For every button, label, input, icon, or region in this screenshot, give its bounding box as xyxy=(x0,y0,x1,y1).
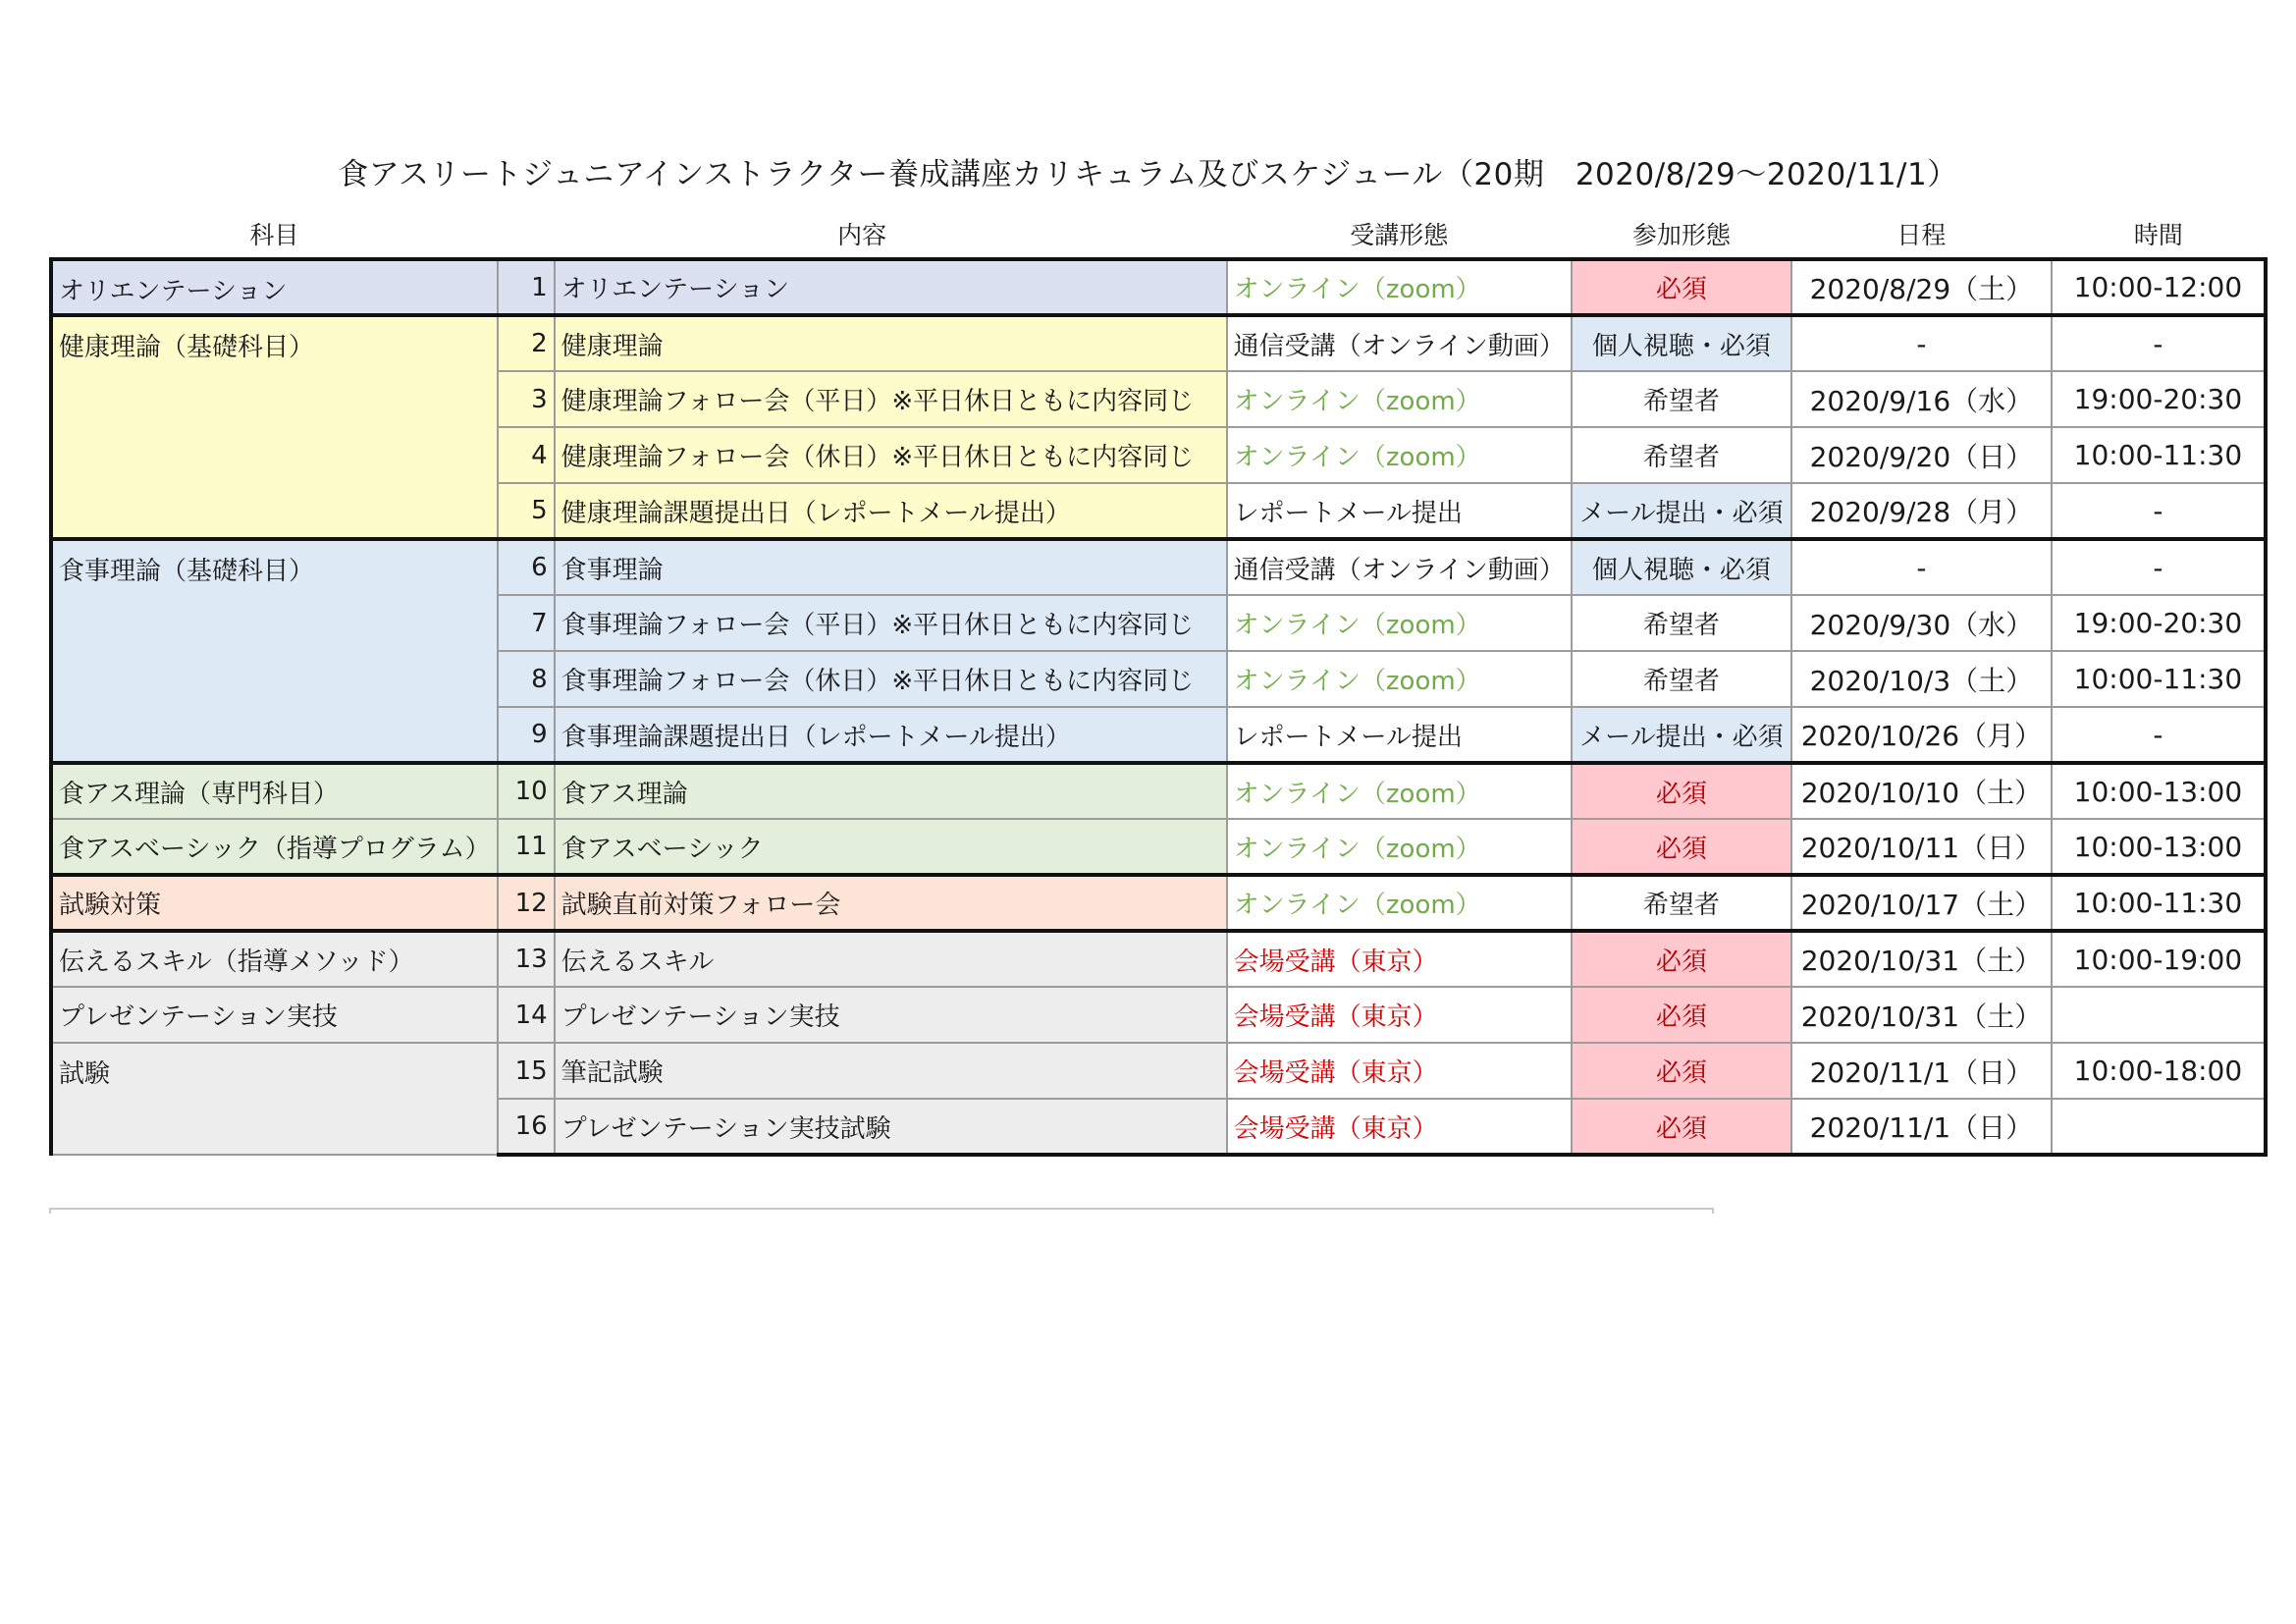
method-cell: オンライン（zoom） xyxy=(1227,875,1572,931)
participation-cell: 必須 xyxy=(1572,259,1791,315)
date-cell: 2020/10/10（土） xyxy=(1791,763,2052,819)
table-row xyxy=(51,931,2266,987)
participation-cell: 必須 xyxy=(1572,1099,1791,1155)
header-time: 時間 xyxy=(2133,221,2183,249)
method-cell: オンライン（zoom） xyxy=(1227,259,1572,315)
row-number: 14 xyxy=(498,987,555,1043)
header-row xyxy=(51,210,2266,259)
time-cell xyxy=(2052,987,2266,1043)
subject-cell: 試験 xyxy=(51,1043,498,1155)
date-cell: 2020/10/17（土） xyxy=(1791,875,2052,931)
row-number: 1 xyxy=(498,259,555,315)
participation-cell: 必須 xyxy=(1572,987,1791,1043)
content-cell: 伝えるスキル xyxy=(555,931,1227,987)
method-cell: 会場受講（東京） xyxy=(1227,1099,1572,1155)
row-number: 15 xyxy=(498,1043,555,1099)
table-row xyxy=(51,819,2266,875)
curriculum-table xyxy=(49,210,2268,1157)
date-cell: 2020/8/29（土） xyxy=(1791,259,2052,315)
row-number: 16 xyxy=(498,1099,555,1155)
row-number: 12 xyxy=(498,875,555,931)
method-cell: 会場受講（東京） xyxy=(1227,931,1572,987)
subject-cell: 試験対策 xyxy=(51,875,498,931)
participation-cell: 必須 xyxy=(1572,931,1791,987)
date-cell: 2020/10/3（土） xyxy=(1791,651,2052,707)
method-cell: レポートメール提出 xyxy=(1227,483,1572,539)
row-number: 5 xyxy=(498,483,555,539)
header-participation: 参加形態 xyxy=(1631,221,1731,249)
header-date: 日程 xyxy=(1896,221,1947,249)
content-cell: プレゼンテーション実技試験 xyxy=(555,1099,1227,1155)
content-cell: プレゼンテーション実技 xyxy=(555,987,1227,1043)
time-cell: 10:00-12:00 xyxy=(2052,259,2266,315)
method-cell: 会場受講（東京） xyxy=(1227,1043,1572,1099)
content-cell: 試験直前対策フォロー会 xyxy=(555,875,1227,931)
content-cell: 食事理論フォロー会（平日）※平日休日ともに内容同じ xyxy=(555,595,1227,651)
participation-cell: メール提出・必須 xyxy=(1572,483,1791,539)
time-cell: 10:00-19:00 xyxy=(2052,931,2266,987)
content-cell: 食アスベーシック xyxy=(555,819,1227,875)
participation-cell: メール提出・必須 xyxy=(1572,707,1791,763)
date-cell: - xyxy=(1791,539,2052,595)
subject-cell: 伝えるスキル（指導メソッド） xyxy=(51,931,498,987)
table-row xyxy=(51,875,2266,931)
date-cell: 2020/9/20（日） xyxy=(1791,427,2052,483)
date-cell: 2020/9/16（水） xyxy=(1791,371,2052,427)
row-number: 7 xyxy=(498,595,555,651)
date-cell: - xyxy=(1791,315,2052,371)
date-cell: 2020/9/28（月） xyxy=(1791,483,2052,539)
content-cell: オリエンテーション xyxy=(555,259,1227,315)
table-row xyxy=(51,987,2266,1043)
time-cell xyxy=(2052,1099,2266,1155)
table-row xyxy=(51,259,2266,315)
time-cell: 10:00-13:00 xyxy=(2052,763,2266,819)
method-cell: オンライン（zoom） xyxy=(1227,595,1572,651)
subject-cell: プレゼンテーション実技 xyxy=(51,987,498,1043)
time-cell: 10:00-11:30 xyxy=(2052,427,2266,483)
content-cell: 食アス理論 xyxy=(555,763,1227,819)
time-cell: 19:00-20:30 xyxy=(2052,595,2266,651)
method-cell: 会場受講（東京） xyxy=(1227,987,1572,1043)
row-number: 13 xyxy=(498,931,555,987)
content-cell: 健康理論課題提出日（レポートメール提出） xyxy=(555,483,1227,539)
time-cell: 10:00-11:30 xyxy=(2052,875,2266,931)
row-number: 10 xyxy=(498,763,555,819)
time-cell: 10:00-11:30 xyxy=(2052,651,2266,707)
header-content: 内容 xyxy=(837,221,887,249)
date-cell: 2020/10/26（月） xyxy=(1791,707,2052,763)
time-cell: - xyxy=(2052,483,2266,539)
subject-cell: 食アス理論（専門科目） xyxy=(51,763,498,819)
subject-cell: 健康理論（基礎科目） xyxy=(51,315,498,539)
row-number: 4 xyxy=(498,427,555,483)
method-cell: 通信受講（オンライン動画） xyxy=(1227,315,1572,371)
date-cell: 2020/10/11（日） xyxy=(1791,819,2052,875)
row-number: 6 xyxy=(498,539,555,595)
subject-cell: オリエンテーション xyxy=(51,259,498,315)
table-row xyxy=(51,315,2266,371)
subject-cell: 食事理論（基礎科目） xyxy=(51,539,498,763)
time-cell: 10:00-18:00 xyxy=(2052,1043,2266,1099)
method-cell: オンライン（zoom） xyxy=(1227,427,1572,483)
method-cell: オンライン（zoom） xyxy=(1227,819,1572,875)
participation-cell: 希望者 xyxy=(1572,427,1791,483)
page-title: 食アスリートジュニアインストラクター養成講座カリキュラム及びスケジュール（20期 2020/8/29～2020/11/1） xyxy=(338,157,1958,192)
participation-cell: 希望者 xyxy=(1572,875,1791,931)
content-cell: 筆記試験 xyxy=(555,1043,1227,1099)
participation-cell: 必須 xyxy=(1572,763,1791,819)
participation-cell: 必須 xyxy=(1572,1043,1791,1099)
date-cell: 2020/9/30（水） xyxy=(1791,595,2052,651)
time-cell: 19:00-20:30 xyxy=(2052,371,2266,427)
time-cell: - xyxy=(2052,315,2266,371)
date-cell: 2020/10/31（土） xyxy=(1791,931,2052,987)
time-cell: - xyxy=(2052,707,2266,763)
content-cell: 健康理論フォロー会（平日）※平日休日ともに内容同じ xyxy=(555,371,1227,427)
content-cell: 食事理論 xyxy=(555,539,1227,595)
row-number: 9 xyxy=(498,707,555,763)
method-cell: オンライン（zoom） xyxy=(1227,371,1572,427)
row-number: 3 xyxy=(498,371,555,427)
subject-cell: 食アスベーシック（指導プログラム） xyxy=(51,819,498,875)
participation-cell: 個人視聴・必須 xyxy=(1572,315,1791,371)
table-row xyxy=(51,763,2266,819)
header-method: 受講形態 xyxy=(1350,221,1449,249)
time-cell: - xyxy=(2052,539,2266,595)
participation-cell: 希望者 xyxy=(1572,651,1791,707)
row-number: 2 xyxy=(498,315,555,371)
header-subject: 科目 xyxy=(249,221,299,249)
participation-cell: 個人視聴・必須 xyxy=(1572,539,1791,595)
content-cell: 食事理論課題提出日（レポートメール提出） xyxy=(555,707,1227,763)
date-cell: 2020/11/1（日） xyxy=(1791,1099,2052,1155)
content-cell: 健康理論フォロー会（休日）※平日休日ともに内容同じ xyxy=(555,427,1227,483)
table-row xyxy=(51,539,2266,595)
row-number: 8 xyxy=(498,651,555,707)
participation-cell: 希望者 xyxy=(1572,371,1791,427)
method-cell: 通信受講（オンライン動画） xyxy=(1227,539,1572,595)
date-cell: 2020/11/1（日） xyxy=(1791,1043,2052,1099)
participation-cell: 希望者 xyxy=(1572,595,1791,651)
divider-line xyxy=(49,1208,1714,1214)
participation-cell: 必須 xyxy=(1572,819,1791,875)
method-cell: オンライン（zoom） xyxy=(1227,651,1572,707)
content-cell: 食事理論フォロー会（休日）※平日休日ともに内容同じ xyxy=(555,651,1227,707)
date-cell: 2020/10/31（土） xyxy=(1791,987,2052,1043)
table-row xyxy=(51,1043,2266,1099)
method-cell: オンライン（zoom） xyxy=(1227,763,1572,819)
method-cell: レポートメール提出 xyxy=(1227,707,1572,763)
time-cell: 10:00-13:00 xyxy=(2052,819,2266,875)
content-cell: 健康理論 xyxy=(555,315,1227,371)
row-number: 11 xyxy=(498,819,555,875)
